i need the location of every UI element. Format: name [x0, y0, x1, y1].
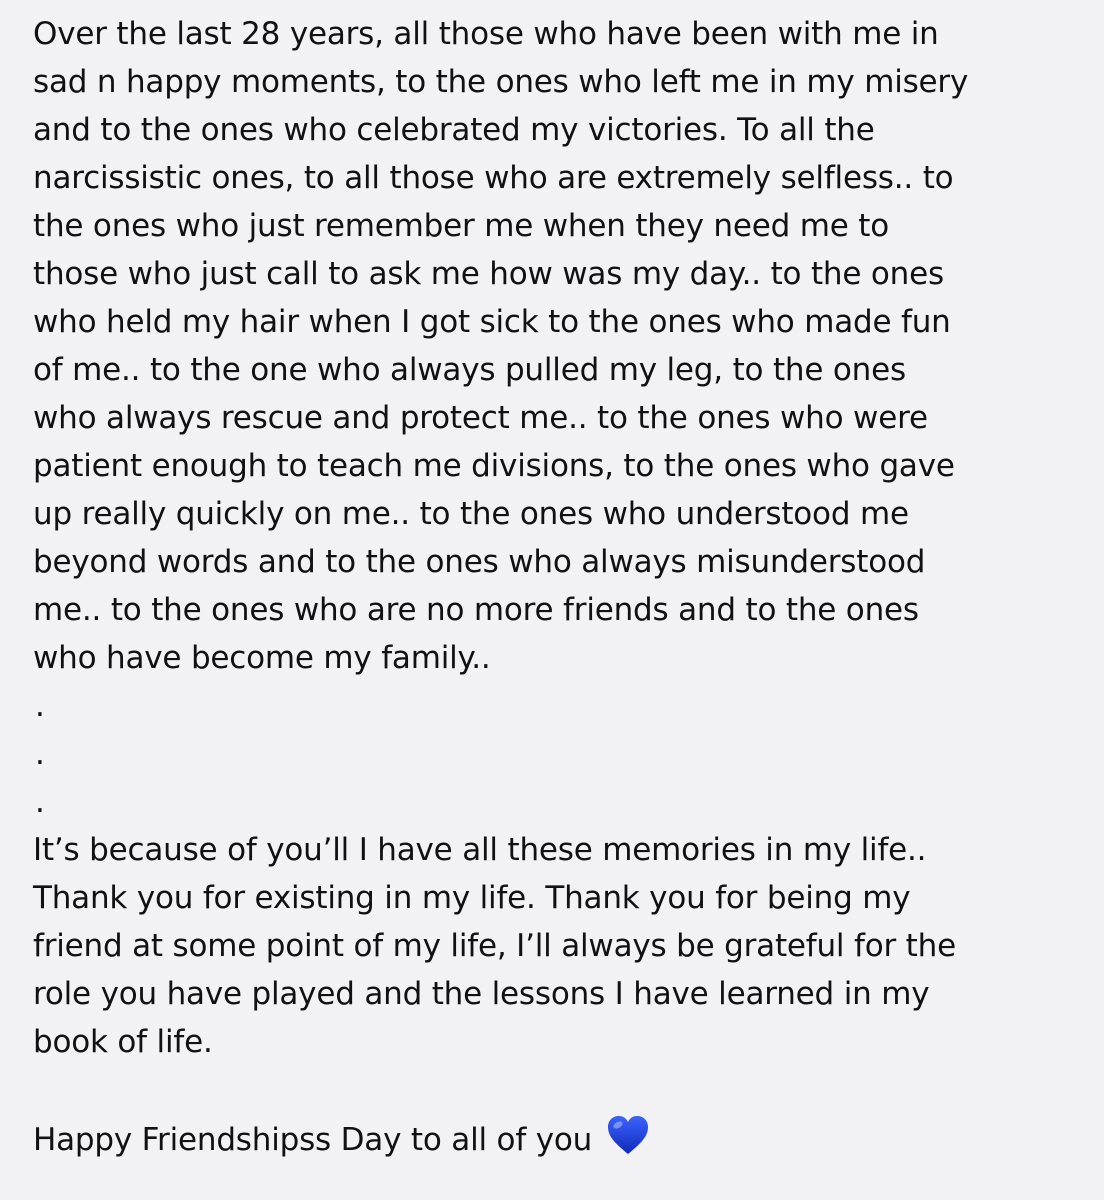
blue-heart-icon — [606, 1114, 650, 1158]
text-line: me.. to the ones who are no more friends and to the ones — [33, 592, 919, 628]
text-line: role you have played and the lessons I have learned in my — [33, 976, 930, 1012]
text-line: who always rescue and protect me.. to the ones who were — [33, 400, 928, 436]
note-text — [33, 10, 1093, 1162]
text-line: friend at some point of my life, I’ll always be grateful for the — [33, 928, 956, 964]
text-line: of me.. to the one who always pulled my leg, to the ones — [33, 352, 906, 388]
text-line: narcissistic ones, to all those who are extremely selfless.. to — [33, 160, 954, 196]
separator-dot: . — [35, 736, 45, 772]
text-line: Over the last 28 years, all those who have been with me in — [33, 16, 939, 52]
text-line: who held my hair when I got sick to the ones who made fun — [33, 304, 951, 340]
text-line: book of life. — [33, 1024, 213, 1060]
text-line: It’s because of you’ll I have all these memories in my life.. — [33, 832, 927, 868]
text-line: who have become my family.. — [33, 640, 491, 676]
text-line: Thank you for existing in my life. Thank you for being my — [33, 880, 911, 916]
separator-dot: . — [35, 688, 45, 724]
text-line: sad n happy moments, to the ones who left me in my misery — [33, 64, 969, 100]
text-line: patient enough to teach me divisions, to the ones who gave — [33, 448, 955, 484]
text-line: and to the ones who celebrated my victories. To all the — [33, 112, 875, 148]
closing-text: Happy Friendshipss Day to all of you — [33, 1122, 593, 1158]
closing-line — [33, 1114, 1093, 1162]
text-line: the ones who just remember me when they need me to — [33, 208, 889, 244]
text-line: up really quickly on me.. to the ones who understood me — [33, 496, 909, 532]
separator-dot: . — [35, 784, 45, 820]
blank-line — [33, 1066, 1093, 1114]
text-line: those who just call to ask me how was my day.. to the ones — [33, 256, 944, 292]
text-line: beyond words and to the ones who always misunderstood — [33, 544, 926, 580]
